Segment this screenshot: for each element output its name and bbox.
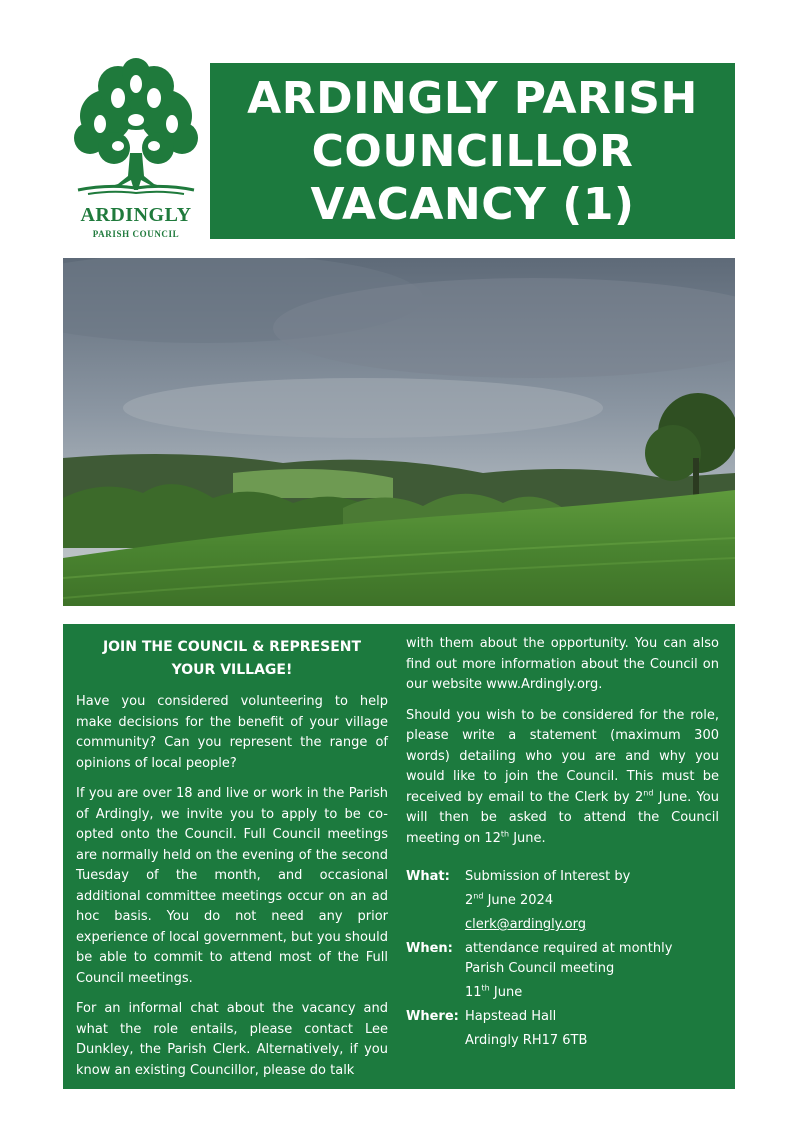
clerk-email-link[interactable]: clerk@ardingly.org [465,917,586,932]
application-sup-1: nd [643,788,654,798]
what-date-rest: June 2024 [483,893,554,908]
parish-logo [62,58,210,243]
heading-line-2: YOUR VILLAGE! [171,662,293,678]
what-line-1: Submission of Interest by [465,869,631,884]
application-text-2: June. You will then be asked to attend the Council meeting on 12 [406,789,719,846]
details-block [406,867,719,1051]
where-value [465,1007,719,1051]
logo-name: ARDINGLY [80,204,192,226]
paragraph-website: with them about the opportunity. You can also find out more information about the Council on our website www.Ardingly.org. [406,636,719,692]
title-banner [210,63,735,239]
paragraph-intro: Have you considered volunteering to help make decisions for the benefit of your village community? Can you represent the range of opinions of local people? [76,694,388,771]
heading-line-1: JOIN THE COUNCIL & REPRESENT [102,639,362,655]
what-date-num: 2 [465,893,474,908]
when-line-1: attendance required at monthly [465,941,673,956]
title-line-1: ARDINGLY PARISH [247,72,698,124]
what-value [465,867,719,935]
when-value [465,939,719,1003]
when-line-2: Parish Council meeting [465,961,615,976]
application-sup-2: th [500,829,510,839]
where-row [406,1007,719,1051]
what-label: What: [406,869,450,884]
where-line-1: Hapstead Hall [465,1009,557,1024]
logo-subtitle: PARISH COUNCIL [92,229,180,239]
when-label: When: [406,941,453,956]
when-date-sup: th [481,983,490,993]
where-line-2: Ardingly RH17 6TB [465,1033,588,1048]
when-date-rest: June [489,985,523,1000]
info-panel [63,624,735,1089]
paragraph-eligibility: If you are over 18 and live or work in the Parish of Ardingly, we invite you to apply to be co-opted onto the Council. Full Council meetings are normally held on the evening of the second Tuesday of the month, and occasional additional committee meetings occur on an ad hoc basis. You do not need any prior experience of local government, but you should be able to commit to attend most of the Full Council meetings. [76,786,388,986]
landscape-image [63,258,735,606]
application-text-1: Should you wish to be considered for the role, please write a statement (maximum 300 words) detailing who you are and why you would like to join the Council. This must be received by email to the Clerk by 2 [406,707,719,805]
paragraph-contact: For an informal chat about the vacancy and what the role entails, please contact Lee Dunkley, the Parish Clerk. Alternatively, if you know an existing Councillor, please do talk [76,1001,388,1078]
landscape-photo [63,258,735,606]
what-date [465,891,719,911]
when-date-num: 11 [465,985,482,1000]
title-line-3: VACANCY (1) [310,178,635,230]
panel-heading [76,636,388,682]
oak-tree-icon [68,58,204,198]
where-label: Where: [406,1009,459,1024]
when-row [406,939,719,1003]
paragraph-application [406,706,719,850]
left-column [76,624,388,1091]
what-date-sup: nd [473,891,484,901]
application-text-3: June. [509,830,546,846]
when-date [465,983,719,1003]
right-column [406,624,719,1051]
title-line-2: COUNCILLOR [311,125,634,177]
what-row [406,867,719,935]
